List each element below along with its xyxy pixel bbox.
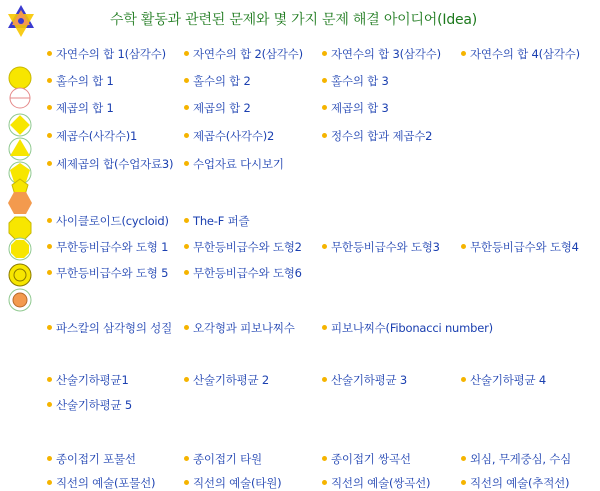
link-item[interactable]: 직선의 예술(쌍곡선) — [331, 476, 431, 490]
link-item[interactable]: 무한등비급수와 도형 1 — [56, 240, 169, 254]
link-item[interactable]: 자연수의 합 4(삼각수) — [470, 47, 580, 61]
link-item[interactable]: 파스칼의 삼각형의 성질 — [56, 321, 172, 335]
link-item[interactable]: 제곱수(사각수)2 — [193, 129, 275, 143]
link-item[interactable]: 제곱의 합 2 — [193, 101, 251, 115]
link-item[interactable]: 산술기하평균 2 — [193, 373, 270, 387]
link-item[interactable]: 직선의 예술(타원) — [193, 476, 282, 490]
circle-diameter-icon — [7, 85, 33, 111]
link-item[interactable]: 수업자료 다시보기 — [193, 157, 284, 171]
icon-column — [0, 40, 44, 491]
link-item[interactable]: 세제곱의 합(수업자료3) — [56, 157, 174, 171]
link-item[interactable]: 종이접기 타원 — [193, 452, 262, 466]
link-item[interactable]: 산술기하평균 3 — [331, 373, 408, 387]
link-item[interactable]: 무한등비급수와 도형2 — [193, 240, 302, 254]
inscribed-square-icon — [7, 112, 33, 138]
link-item[interactable]: The-F 퍼즐 — [193, 214, 250, 228]
link-item[interactable]: 산술기하평균 4 — [470, 373, 547, 387]
link-item[interactable]: 무한등비급수와 도형4 — [470, 240, 579, 254]
link-item[interactable]: 홀수의 합 2 — [193, 74, 251, 88]
link-item[interactable]: 종이접기 포물선 — [56, 452, 136, 466]
link-item[interactable]: 직선의 예술(추적선) — [470, 476, 570, 490]
link-item[interactable]: 자연수의 합 1(삼각수) — [56, 47, 166, 61]
star-of-david-logo-icon — [6, 4, 36, 38]
link-item[interactable]: 무한등비급수와 도형3 — [331, 240, 440, 254]
decagon-icon — [7, 262, 33, 288]
link-item[interactable]: 외심, 무게중심, 수심 — [470, 452, 572, 466]
inscribed-octagon-icon — [7, 236, 33, 262]
link-item[interactable]: 자연수의 합 3(삼각수) — [331, 47, 441, 61]
link-item[interactable]: 정수의 합과 제곱수2 — [331, 129, 433, 143]
link-item[interactable]: 홀수의 합 3 — [331, 74, 389, 88]
link-item[interactable]: 자연수의 합 2(삼각수) — [193, 47, 303, 61]
link-item[interactable]: 제곱수(사각수)1 — [56, 129, 138, 143]
link-item[interactable]: 직선의 예술(포물선) — [56, 476, 156, 490]
link-item[interactable]: 오각형과 피보나찌수 — [193, 321, 295, 335]
link-item[interactable]: 무한등비급수와 도형 5 — [56, 266, 169, 280]
link-item[interactable]: 무한등비급수와 도형6 — [193, 266, 302, 280]
link-item[interactable]: 사이클로이드(cycloid) — [56, 214, 169, 228]
orange-polygon-icon — [7, 287, 33, 313]
link-item[interactable]: 피보나찌수(Fibonacci number) — [331, 321, 493, 335]
page-title: 수학 활동과 관련된 문제와 몇 가지 문제 해결 아이디어(Idea) — [110, 12, 478, 28]
link-item[interactable]: 종이접기 쌍곡선 — [331, 452, 411, 466]
inscribed-triangle-icon — [7, 136, 33, 162]
link-item[interactable]: 산술기하평균 5 — [56, 398, 133, 412]
link-item[interactable]: 제곱의 합 1 — [56, 101, 114, 115]
link-item[interactable]: 홀수의 합 1 — [56, 74, 114, 88]
link-item[interactable]: 제곱의 합 3 — [331, 101, 389, 115]
hexagon-icon — [7, 190, 33, 216]
link-item[interactable]: 산술기하평균1 — [56, 373, 129, 387]
